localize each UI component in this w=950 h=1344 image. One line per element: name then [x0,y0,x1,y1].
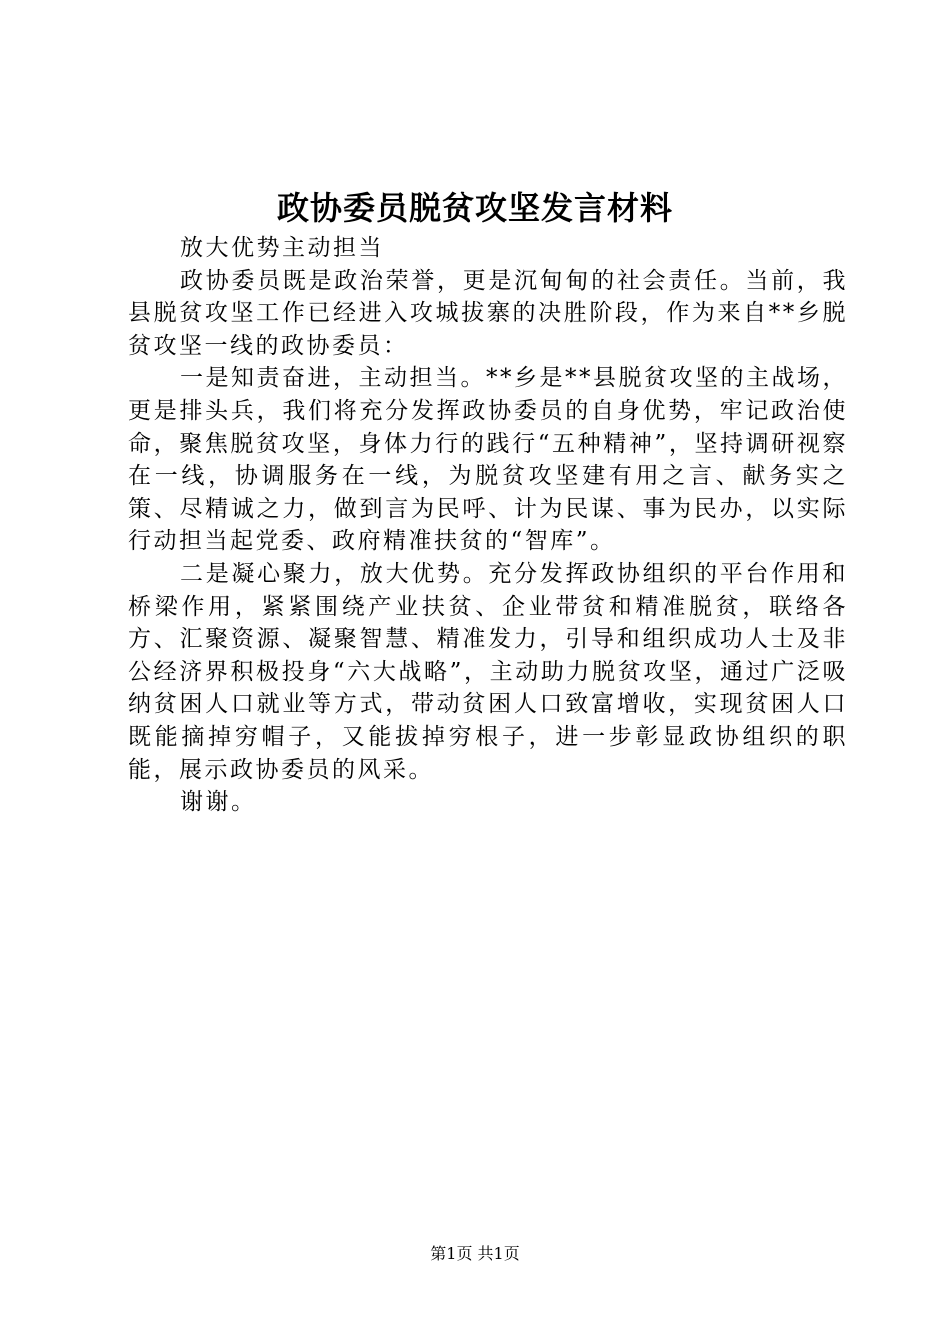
document-body [128,232,848,819]
page-number-footer: 第1页 共1页 [430,1244,520,1263]
paragraph-subtitle: 放大优势主动担当 [180,235,384,261]
document-title: 政协委员脱贫攻坚发言材料 [276,189,673,227]
paragraph-closing: 谢谢。 [180,789,257,816]
paragraph-point-two: 二是凝心聚力，放大优势。充分发挥政协组织的平台作用和桥梁作用，紧紧围绕产业扶贫、企业带贫和精准脱贫，联络各方、汇聚资源、凝聚智慧、精准发力，引导和组织成功人士及非公经济界积极投身“六大战略”，主动助力脱贫攻坚，通过广泛吸纳贫困人口就业等方式，带动贫困人口致富增收，实现贫困人口既能摘掉穷帽子，又能拔掉穷根子，进一步彰显政协组织的职能，展示政协委员的风采。 [128,560,848,783]
paragraph-intro: 政协委员既是政治荣誉，更是沉甸甸的社会责任。当前，我县脱贫攻坚工作已经进入攻城拔寨的决胜阶段，作为来自**乡脱贫攻坚一线的政协委员： [128,267,848,359]
paragraph-point-one: 一是知责奋进，主动担当。**乡是**县脱贫攻坚的主战场，更是排头兵，我们将充分发挥政协委员的自身优势，牢记政治使命，聚焦脱贫攻坚，身体力行的践行“五种精神”，坚持调研视察在一线，协调服务在一线，为脱贫攻坚建有用之言、献务实之策、尽精诚之力，做到言为民呼、计为民谋、事为民办，以实际行动担当起党委、政府精准扶贫的“智库”。 [128,365,848,555]
